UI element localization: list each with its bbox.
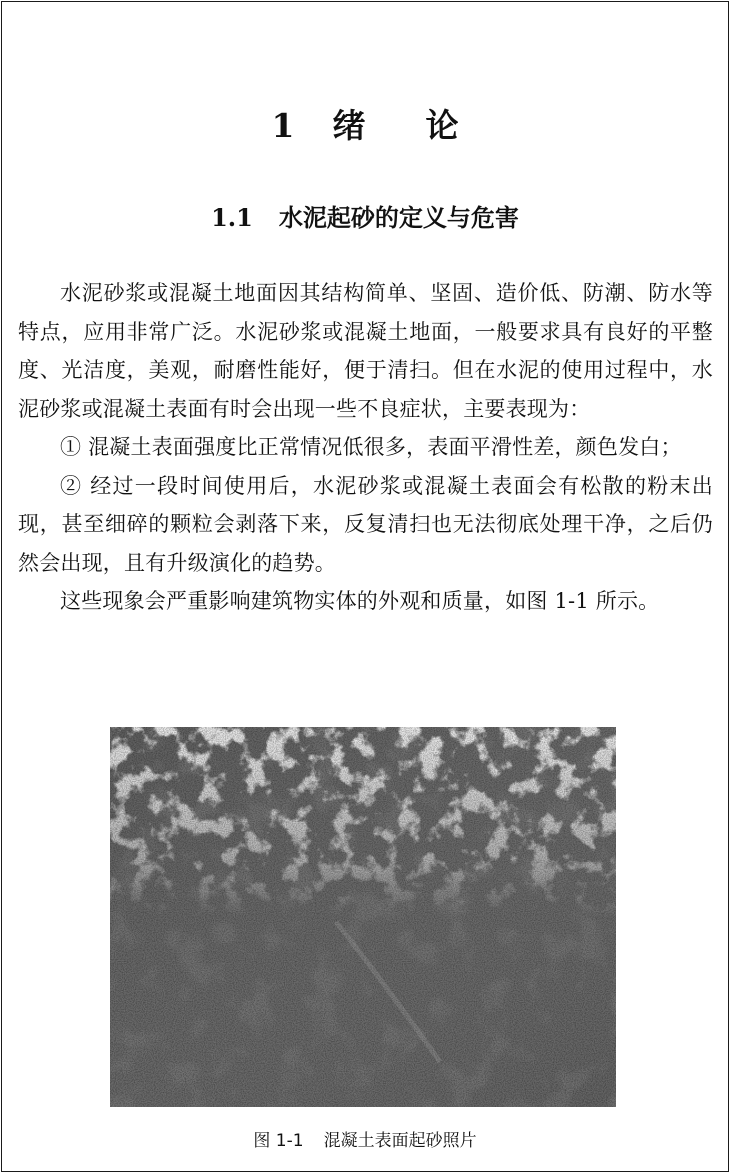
section-number: 1.1 (211, 203, 253, 232)
concrete-sanding-photo (110, 727, 616, 1107)
section-title (2, 198, 728, 238)
figure-caption-text: 混凝土表面起砂照片 (323, 1131, 477, 1151)
paragraph-conclusion: 这些现象会严重影响建筑物实体的外观和质量，如图 1-1 所示。 (60, 589, 660, 613)
paragraph-symptom-2: ② 经过一段时间使用后，水泥砂浆或混凝土表面会有松散的粉末出现，甚至细碎的颗粒会剥落下来，反复清扫也无法彻底处理干净，之后仍然会出现，且有升级演化的趋势。 (18, 473, 713, 575)
paragraph-symptom-1: ① 混凝土表面强度比正常情况低很多，表面平滑性差，颜色发白； (60, 435, 682, 459)
figure-label: 图 1-1 (253, 1131, 304, 1151)
chapter-number: 1 (271, 106, 295, 145)
chapter-title (2, 100, 728, 152)
chapter-title-part2: 论 (425, 106, 459, 145)
paragraph-intro: 水泥砂浆或混凝土地面因其结构简单、坚固、造价低、防潮、防水等特点，应用非常广泛。水泥砂浆或混凝土地面，一般要求具有良好的平整度、光洁度，美观，耐磨性能好，便于清扫。但在水泥的使用过程中，水泥砂浆或混凝土表面有时会出现一些不良症状，主要表现为： (18, 281, 713, 421)
chapter-title-part1: 绪 (332, 106, 366, 145)
section-title-text: 水泥起砂的定义与危害 (278, 203, 519, 232)
figure-caption (2, 1127, 728, 1155)
book-page (1, 1, 729, 1172)
body-text (18, 274, 713, 621)
